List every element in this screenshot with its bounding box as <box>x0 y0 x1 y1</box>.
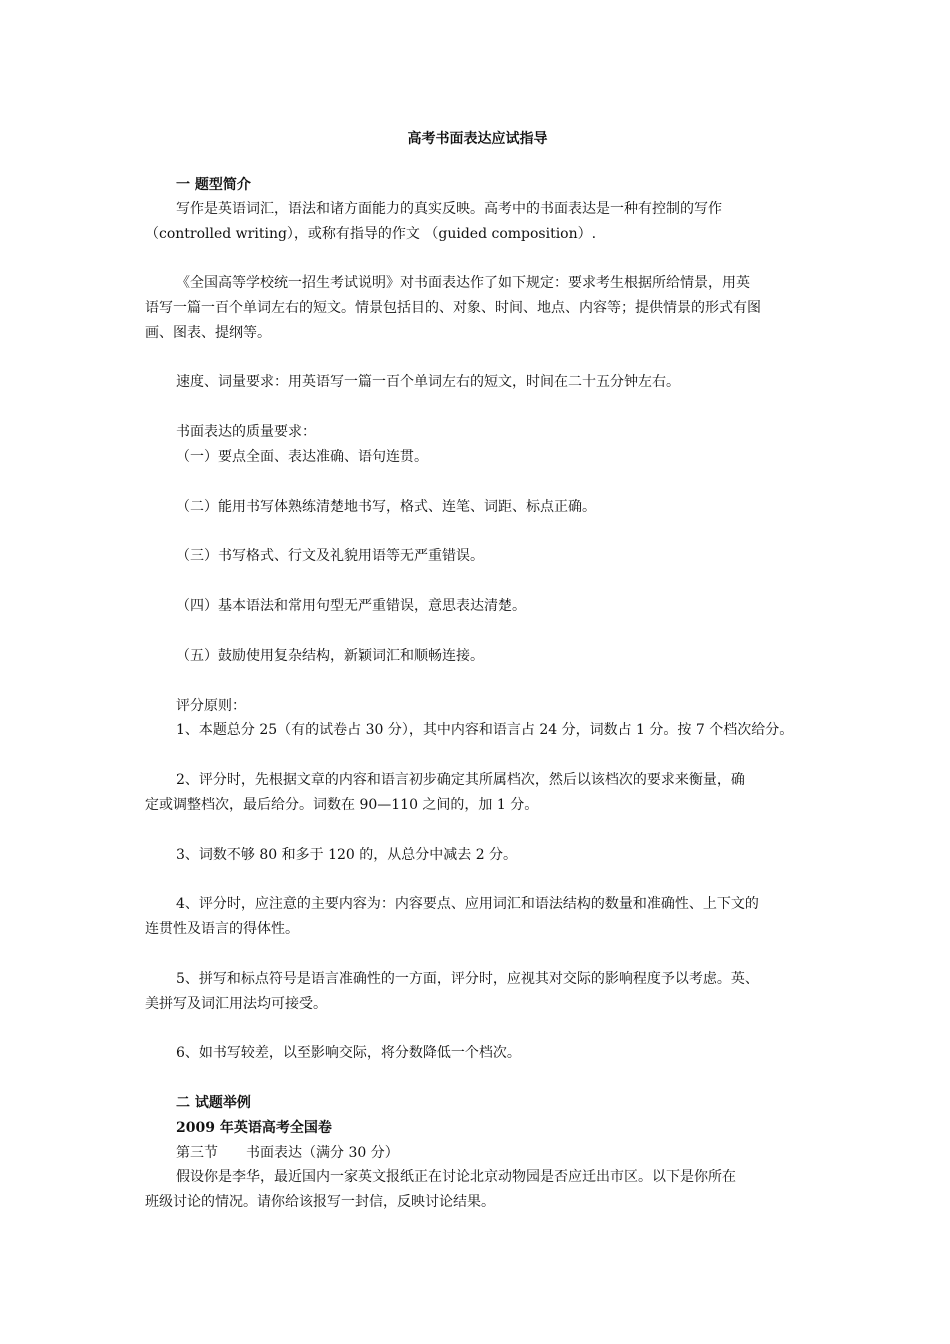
task-paragraph-line-1: 假设你是李华，最近国内一家英文报纸正在讨论北京动物园是否应迁出市区。以下是你所在 <box>176 1169 736 1185</box>
scoring-rule-4-line-1: 4、评分时，应注意的主要内容为：内容要点、应用词汇和语法结构的数量和准确性、上下文的 <box>176 896 759 912</box>
scoring-rule-4-line-2: 连贯性及语言的得体性。 <box>145 921 299 937</box>
exam-part-description: 书面表达（满分 30 分） <box>246 1145 399 1161</box>
scoring-rule-5-line-2: 美拼写及词汇用法均可接受。 <box>145 996 327 1012</box>
quality-item: （四）基本语法和常用句型无严重错误，意思表达清楚。 <box>176 598 526 614</box>
quality-item: （二）能用书写体熟练清楚地书写，格式、连笔、词距、标点正确。 <box>176 499 596 515</box>
intro-paragraph-line-1: 写作是英语词汇，语法和诸方面能力的真实反映。高考中的书面表达是一种有控制的写作 <box>176 201 722 217</box>
rules-paragraph-line-1: 《全国高等学校统一招生考试说明》对书面表达作了如下规定：要求考生根据所给情景，用英 <box>176 275 750 291</box>
quality-item: （三）书写格式、行文及礼貌用语等无严重错误。 <box>176 548 484 564</box>
task-paragraph-line-2: 班级讨论的情况。请你给该报写一封信，反映讨论结果。 <box>145 1194 495 1210</box>
scoring-rule-1: 1、本题总分 25（有的试卷占 30 分），其中内容和语言占 24 分，词数占 1 分。按 7 个档次给分。 <box>176 722 794 738</box>
scoring-rule-6: 6、如书写较差，以至影响交际，将分数降低一个档次。 <box>176 1045 521 1061</box>
exam-part-line <box>176 1143 810 1163</box>
scoring-rule-2-line-2: 定或调整档次，最后给分。词数在 90—110 之间的，加 1 分。 <box>145 797 539 813</box>
speed-requirement: 速度、词量要求：用英语写一篇一百个单词左右的短文，时间在二十五分钟左右。 <box>176 374 680 390</box>
scoring-rule-3: 3、词数不够 80 和多于 120 的，从总分中减去 2 分。 <box>176 847 518 863</box>
quality-heading: 书面表达的质量要求： <box>176 424 316 440</box>
document-title: 高考书面表达应试指导 <box>407 131 548 147</box>
exam-title: 2009 年英语高考全国卷 <box>176 1120 332 1136</box>
intro-paragraph-line-2: （controlled writing），或称有指导的作文 （guided composition）. <box>145 226 597 242</box>
rules-paragraph-line-3: 画、图表、提纲等。 <box>145 325 271 341</box>
exam-part-label: 第三节 <box>176 1145 218 1161</box>
rules-paragraph-line-2: 语写一篇一百个单词左右的短文。情景包括目的、对象、时间、地点、内容等；提供情景的形式有图 <box>145 300 761 316</box>
section-heading-examples: 二 试题举例 <box>176 1095 251 1111</box>
scoring-heading: 评分原则： <box>176 698 246 714</box>
scoring-rule-5-line-1: 5、拼写和标点符号是语言准确性的一方面，评分时，应视其对交际的影响程度予以考虑。英、 <box>176 971 759 987</box>
quality-item: （一）要点全面、表达准确、语句连贯。 <box>176 449 428 465</box>
quality-item: （五）鼓励使用复杂结构，新颖词汇和顺畅连接。 <box>176 648 484 664</box>
section-heading-intro: 一 题型简介 <box>176 177 251 193</box>
scoring-rule-2-line-1: 2、评分时，先根据文章的内容和语言初步确定其所属档次，然后以该档次的要求来衡量，确 <box>176 772 745 788</box>
